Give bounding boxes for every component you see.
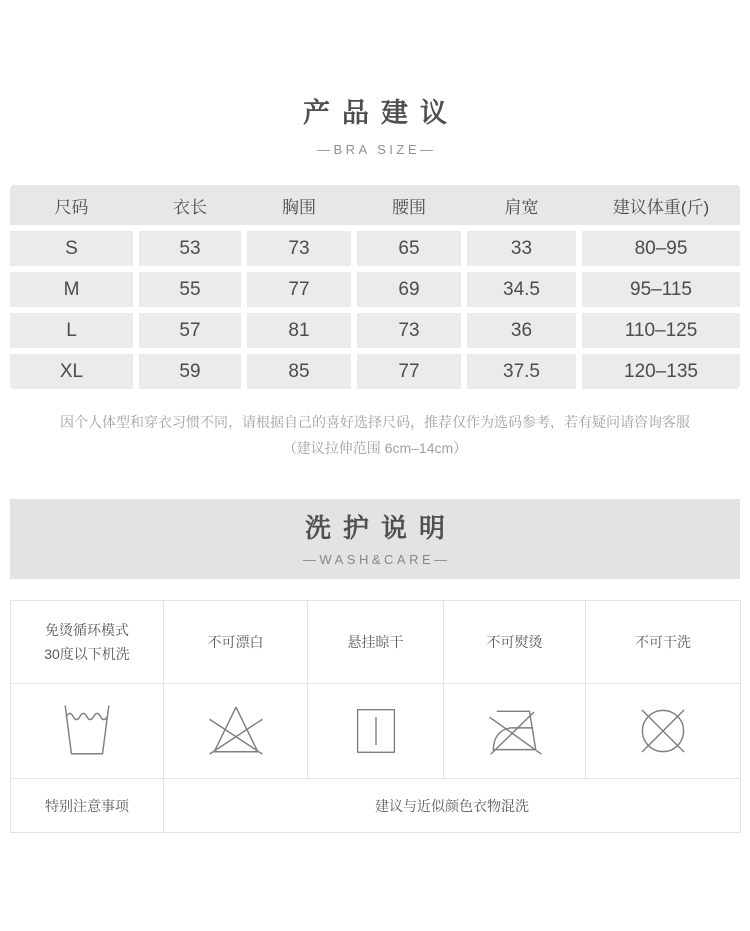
size-cell: 36 [467, 313, 576, 348]
size-cell: 73 [357, 313, 461, 348]
size-cell: 110–125 [582, 313, 740, 348]
care-section-title: 洗护说明 [304, 512, 457, 543]
size-table-header-cell: 肩宽 [504, 197, 539, 217]
care-icons-row [11, 684, 741, 779]
size-cell: 95–115 [582, 272, 740, 307]
care-label-line: 免烫循环模式 [45, 622, 129, 638]
hang-dry-icon [345, 702, 407, 760]
size-cell: 81 [247, 313, 351, 348]
machine-wash-icon [49, 702, 125, 760]
size-table-header-row [10, 185, 740, 225]
care-section-header [10, 499, 740, 579]
no-dry-clean-icon [630, 702, 696, 760]
care-footer-row [11, 779, 741, 833]
size-cell: 73 [247, 231, 351, 266]
no-iron-icon [480, 702, 550, 760]
size-cell: 53 [139, 231, 241, 266]
care-section-subtitle: —WASH&CARE— [302, 551, 451, 567]
size-section-subtitle: —BRA SIZE— [316, 142, 437, 157]
care-label-no-bleach: 不可漂白 [164, 601, 308, 684]
size-cell: 34.5 [467, 272, 576, 307]
size-cell: 69 [357, 272, 461, 307]
size-cell: 120–135 [582, 354, 740, 389]
size-cell: 37.5 [467, 354, 576, 389]
no-bleach-icon [201, 702, 271, 760]
care-footer-note: 建议与近似颜色衣物混洗 [164, 779, 741, 833]
size-table-header-cell: 腰围 [392, 197, 426, 217]
size-cell: 57 [139, 313, 241, 348]
size-note-line1: 因个人体型和穿衣习惯不同，请根据自己的喜好选择尺码，推荐仅作为选码参考，若有疑问请咨询客服 [60, 414, 690, 430]
size-table-header-cell: 胸围 [282, 197, 316, 217]
size-cell: 80–95 [582, 231, 740, 266]
size-cell: XL [10, 354, 133, 389]
size-cell: L [10, 313, 133, 348]
size-cell: M [10, 272, 133, 307]
size-cell: 33 [467, 231, 576, 266]
size-table-header-cell: 衣长 [173, 197, 207, 217]
size-section-header [10, 0, 740, 157]
care-label-no-dry-clean: 不可干洗 [586, 601, 741, 684]
size-table [10, 185, 740, 389]
size-table-row-s [10, 231, 740, 266]
size-cell: 59 [139, 354, 241, 389]
care-label-hang-dry: 悬挂晾干 [308, 601, 444, 684]
size-table-row-m [10, 272, 740, 307]
size-table-header-cell: 尺码 [54, 197, 89, 217]
size-table-row-l [10, 313, 740, 348]
size-section-title: 产品建议 [303, 98, 459, 128]
size-note [10, 409, 740, 461]
size-cell: 77 [357, 354, 461, 389]
care-labels-row [11, 601, 741, 684]
size-cell: 65 [357, 231, 461, 266]
size-cell: 85 [247, 354, 351, 389]
size-cell: 77 [247, 272, 351, 307]
size-table-header-cell: 建议体重(斤) [612, 197, 710, 217]
care-footer-label: 特别注意事项 [11, 779, 164, 833]
care-label-line: 30度以下机洗 [44, 646, 130, 662]
size-cell: S [10, 231, 133, 266]
care-label-machine-wash [11, 601, 164, 684]
size-note-line2: （建议拉伸范围 6cm–14cm） [282, 440, 468, 456]
care-table [10, 600, 741, 833]
size-cell: 55 [139, 272, 241, 307]
care-label-no-iron: 不可熨烫 [444, 601, 586, 684]
size-table-row-xl [10, 354, 740, 389]
